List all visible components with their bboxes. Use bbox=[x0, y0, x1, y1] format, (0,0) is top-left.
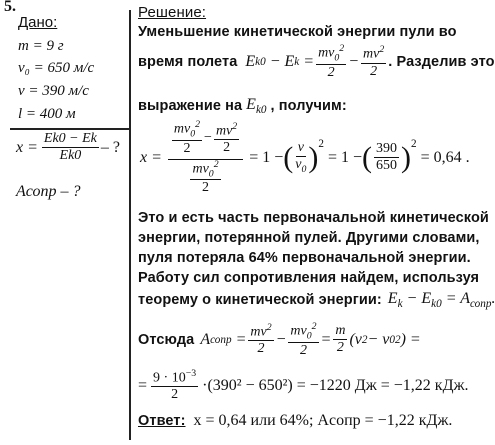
find-x-denominator: Ek0 bbox=[59, 147, 82, 163]
given-final-speed: v = 390 м/с bbox=[18, 83, 89, 99]
kinetic-energy-theorem: $E_k - E_{k0} = A_{сопр}$ bbox=[387, 290, 492, 311]
given-initial-speed: v₀ = 650 м/с bbox=[18, 60, 95, 76]
given-divider bbox=[10, 128, 129, 130]
given-mass: m = 9 г bbox=[18, 38, 64, 54]
otsyuda-label: Отсюда bbox=[138, 332, 195, 348]
paragraph-1-line-1: Уменьшение кинетической энергии пули во bbox=[138, 24, 457, 40]
work-calculation: = $\frac{9 \cdot 10^{-3}}{2}$ ·(390² − 650²) = −1220 Дж = −1,22 кДж. bbox=[138, 368, 469, 403]
solution-header: Решение: bbox=[138, 4, 207, 21]
p1-line2-text-a: время полета bbox=[138, 54, 238, 71]
p1-line2-text-b: . Разделив это bbox=[388, 54, 495, 71]
paragraph-1-line-2 bbox=[138, 44, 495, 80]
paragraph-1-line-3: выражение на $E_{k0}$ , получим: bbox=[138, 96, 347, 117]
find-x bbox=[16, 132, 120, 163]
x-formula: x = $\frac{mv_0^2}{2}$ − $\frac{mv^2}{2}$ $\frac{mv_0^2}{2}$ = 1 − ( $\frac{v}{v_0}$ ) $^2$ = 1 − ( $\frac{390}{650}$ ) $^2$ = 0,64 . bbox=[140, 119, 470, 196]
p1-line3-text-b: , получим: bbox=[270, 98, 347, 115]
paragraph-2-line-2: энергии, потерянной пулей. Другими словами, bbox=[138, 230, 480, 246]
find-x-question: – ? bbox=[100, 138, 120, 156]
paragraph-2-line-3: пуля потеряла 64% первоначальной энергии. bbox=[138, 250, 471, 266]
find-x-numerator: Ek0 − Ek bbox=[43, 131, 97, 146]
answer-line bbox=[138, 412, 452, 430]
paragraph-3-line-1: Работу сил сопротивления найдем, используя bbox=[138, 270, 480, 286]
answer-label: Ответ: bbox=[138, 413, 186, 429]
find-work: Aсопр – ? bbox=[16, 183, 81, 200]
paragraph-2-line-1: Это и есть часть первоначальной кинетической bbox=[138, 210, 489, 226]
work-formula: Отсюда A сопр = $\frac{mv^2}{2}$ − $\frac{mv_0^2}{2}$ = $\frac{m}{2}$ (v 2 − v 0 2 ) = bbox=[138, 320, 421, 358]
given-distance: l = 400 м bbox=[18, 106, 76, 122]
vertical-divider bbox=[129, 10, 131, 440]
calc-result: ·(390² − 650²) = −1220 Дж = −1,22 кДж. bbox=[202, 377, 469, 394]
answer-text: x = 0,64 или 64%; Aсопр = −1,22 кДж. bbox=[193, 412, 453, 429]
find-x-lhs: x = bbox=[16, 138, 38, 156]
given-header: Дано: bbox=[18, 14, 58, 31]
x-result: = 0,64 . bbox=[420, 149, 470, 166]
paragraph-3-line-2 bbox=[138, 290, 495, 310]
energy-loss-formula: E k0 − E k = $\frac{mv_0^2}{2}$ − $\frac{mv^2}{2}$ bbox=[245, 43, 385, 80]
p1-line3-text-a: выражение на bbox=[138, 98, 243, 115]
problem-number: 5. bbox=[4, 0, 16, 15]
p3-line2-text: теорему о кинетической энергии: bbox=[138, 292, 382, 309]
